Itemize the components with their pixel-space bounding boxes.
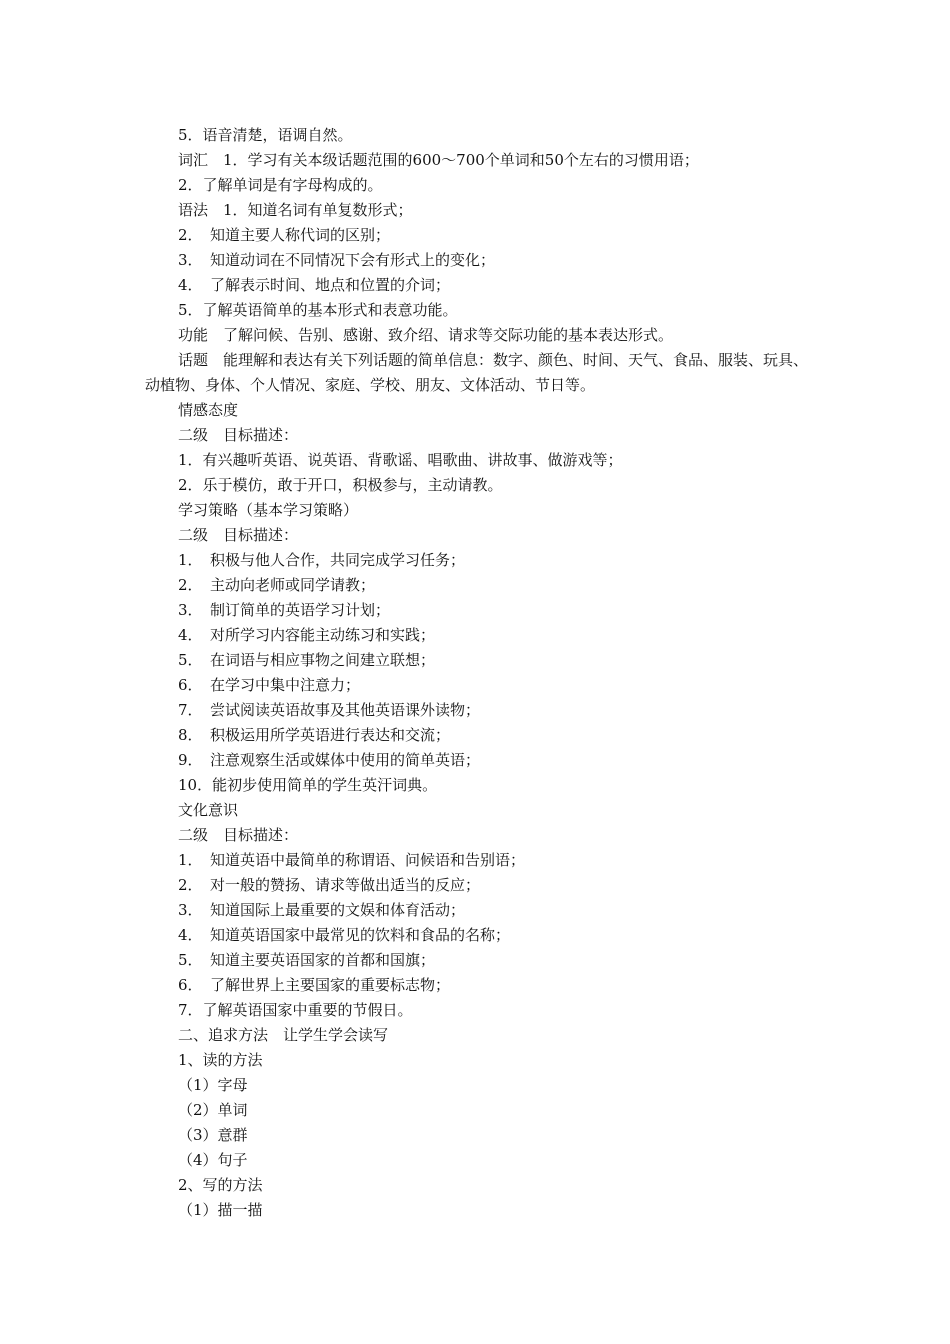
text-line: 2． 主动向老师或同学请教； <box>178 576 376 594</box>
section-heading: 二、追求方法 让学生学会读写 <box>178 1026 389 1044</box>
text-line: 9． 注意观察生活或媒体中使用的简单英语； <box>178 751 481 769</box>
text-paragraph: 话题 能理解和表达有关下列话题的简单信息：数字、颜色、时间、天气、食品、服装、玩具、动植物、身体、个人情况、家庭、学校、朋友、文体活动、节日等。 <box>145 351 809 394</box>
text-line: 2．了解单词是有字母构成的。 <box>178 176 383 194</box>
section-heading: 情感态度 <box>178 401 239 419</box>
text-line: 3． 知道国际上最重要的文娱和体育活动； <box>178 901 466 919</box>
text-line: 5．语音清楚，语调自然。 <box>178 126 353 144</box>
text-line: （4）句子 <box>178 1151 248 1169</box>
text-line: 二级 目标描述： <box>178 826 299 844</box>
text-line: 2．乐于模仿，敢于开口，积极参与，主动请教。 <box>178 476 503 494</box>
text-line: 3． 制订简单的英语学习计划； <box>178 601 391 619</box>
section-heading: 文化意识 <box>178 801 239 819</box>
text-line: 4． 对所学习内容能主动练习和实践； <box>178 626 436 644</box>
text-line: 2． 对一般的赞扬、请求等做出适当的反应； <box>178 876 481 894</box>
text-line: 1、读的方法 <box>178 1051 263 1069</box>
text-line: 7．了解英语国家中重要的节假日。 <box>178 1001 413 1019</box>
text-line: 1．有兴趣听英语、说英语、背歌谣、唱歌曲、讲故事、做游戏等； <box>178 451 623 469</box>
text-line: 8． 积极运用所学英语进行表达和交流； <box>178 726 451 744</box>
text-line: 1． 知道英语中最简单的称谓语、问候语和告别语； <box>178 851 526 869</box>
text-line: 4． 知道英语国家中最常见的饮料和食品的名称； <box>178 926 511 944</box>
text-line: （1）描一描 <box>178 1201 263 1219</box>
text-line: （1）字母 <box>178 1076 248 1094</box>
text-line: 6． 了解世界上主要国家的重要标志物； <box>178 976 451 994</box>
text-line: 5． 在词语与相应事物之间建立联想； <box>178 651 436 669</box>
text-line: 3． 知道动词在不同情况下会有形式上的变化； <box>178 251 496 269</box>
text-line: 10．能初步使用简单的学生英汗词典。 <box>178 776 438 794</box>
text-line: 2． 知道主要人称代词的区别； <box>178 226 391 244</box>
text-line: 语法 1．知道名词有单复数形式； <box>178 201 413 219</box>
text-line: 功能 了解问候、告别、感谢、致介绍、请求等交际功能的基本表达形式。 <box>178 326 674 344</box>
text-line: 7． 尝试阅读英语故事及其他英语课外读物； <box>178 701 481 719</box>
text-line: 6． 在学习中集中注意力； <box>178 676 361 694</box>
text-line: （3）意群 <box>178 1126 248 1144</box>
text-line: 5． 知道主要英语国家的首都和国旗； <box>178 951 436 969</box>
text-line: 4． 了解表示时间、地点和位置的介词； <box>178 276 451 294</box>
text-line: 5．了解英语简单的基本形式和表意功能。 <box>178 301 458 319</box>
text-line: 二级 目标描述： <box>178 526 299 544</box>
text-line: 2、写的方法 <box>178 1176 263 1194</box>
text-line: 1． 积极与他人合作，共同完成学习任务； <box>178 551 466 569</box>
document-body <box>145 123 815 1223</box>
text-line: 词汇 1．学习有关本级话题范围的600～700个单词和50个左右的习惯用语； <box>178 151 699 169</box>
section-heading: 学习策略（基本学习策略） <box>178 501 359 519</box>
text-line: （2）单词 <box>178 1101 248 1119</box>
text-line: 二级 目标描述： <box>178 426 299 444</box>
